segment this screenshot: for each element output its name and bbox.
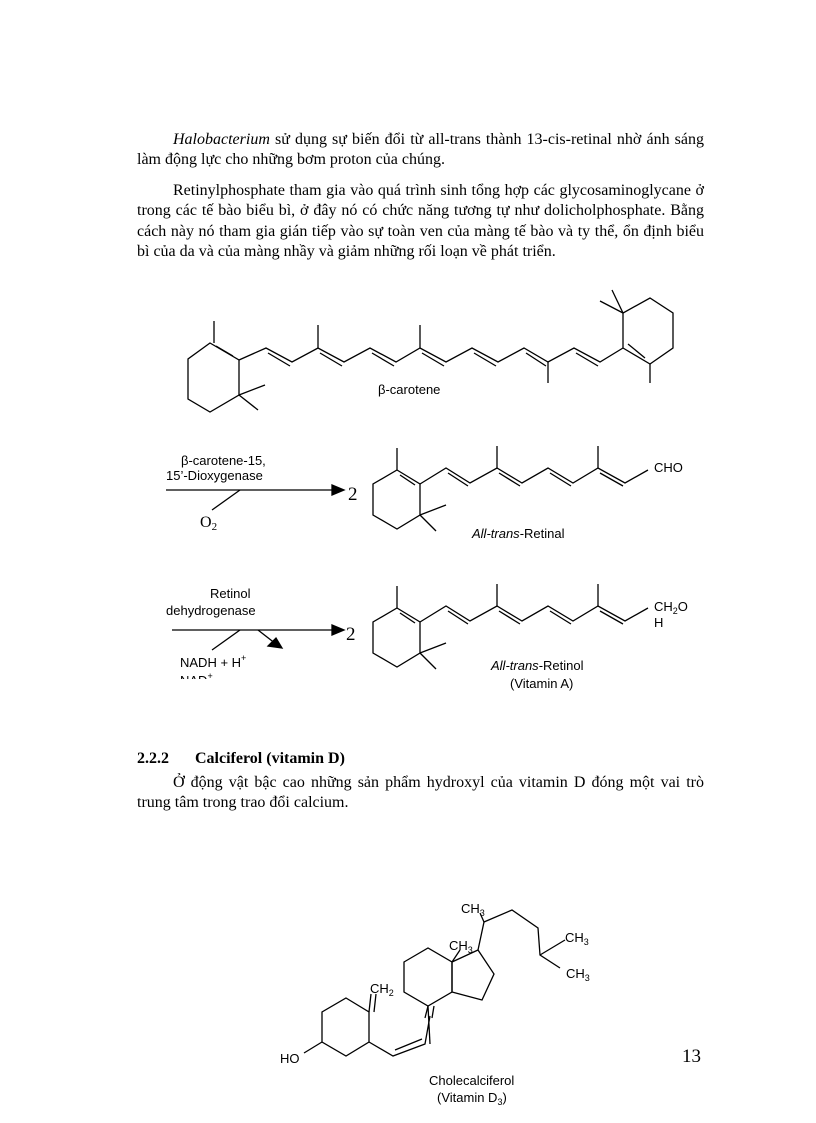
methyl-label-right-1: $CH_3$	[565, 930, 589, 947]
page-number: 13	[682, 1046, 701, 1067]
stoichiometry-coefficient-1: 2	[348, 484, 358, 505]
paragraph-retinylphosphate: Retinylphosphate tham gia vào quá trình sinh tổng hợp các glycosaminoglycane ở trong các tế bào biểu bì, ở đây nó có chức năng tương tự như dolicholphosphate. Bằng cách này nó tham gia gián tiếp vào sự toàn ven của màng tế bào và ty thể, ổn định biểu bì của da và của màng nhầy và giảm những rối loạn về phát triển.	[137, 182, 704, 261]
methyl-label-top: $CH_3$	[461, 901, 485, 918]
retinol-name: All-trans-Retinol	[491, 658, 584, 673]
nadh-label: NADH + H+	[180, 653, 247, 670]
hydroxyl-label: HO	[280, 1051, 300, 1066]
oxygen-label: O2	[200, 514, 218, 533]
aldehyde-group-label: CHO	[654, 460, 683, 475]
dehydrogenase-label-line2: dehydrogenase	[166, 603, 256, 618]
dehydrogenase-label-line1: Retinol	[210, 586, 251, 601]
alcohol-hydrogen-label: H	[654, 615, 664, 630]
cholecalciferol-structure	[304, 910, 565, 1056]
methyl-label-middle: $CH_3$	[449, 938, 473, 955]
stoichiometry-coefficient-2: 2	[346, 624, 356, 645]
section-number: 2.2.2	[137, 750, 169, 767]
retinal-name: All-trans-Retinal	[472, 526, 565, 541]
nad-label: NAD+	[180, 671, 213, 688]
vitamin-d3-label: (Vitamin $D_3$)	[437, 1090, 507, 1107]
methylene-label: $CH_2$	[370, 981, 394, 998]
vitamin-a-label: (Vitamin A)	[510, 676, 574, 691]
beta-carotene-label: β-carotene	[378, 382, 441, 397]
paragraph-halobacterium-text: sử dụng sự biến đổi từ all-trans thành 13-cis-retinal nhờ ánh sáng làm động lực cho những bơm proton của chúng.	[137, 131, 704, 169]
alcohol-group-label: $CH_2O$	[654, 599, 688, 616]
methyl-label-right-2: $CH_3$	[566, 966, 590, 983]
paragraph-vitamin-d: Ở động vật bậc cao những sản phẩm hydroxyl của vitamin D đóng một vai trò trung tâm trong trao đổi calcium.	[137, 774, 704, 812]
cholecalciferol-name: Cholecalciferol	[429, 1073, 515, 1088]
dioxygenase-label-line2: 15’-Dioxygenase	[166, 468, 263, 483]
section-title: Calciferol (vitamin D)	[195, 750, 345, 767]
halobacterium-term: Halobacterium	[173, 131, 270, 148]
dioxygenase-label-line1: β-carotene-15,	[181, 453, 266, 468]
